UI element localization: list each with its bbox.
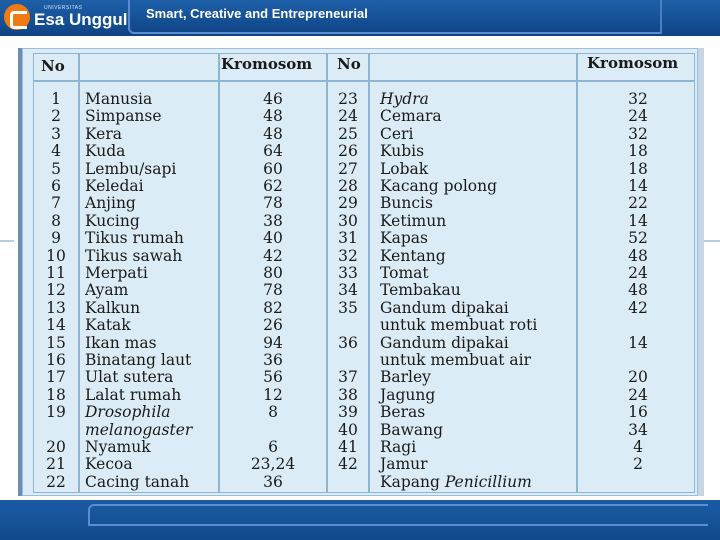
row-organism-right [380,422,443,439]
row-no-left: 3 [51,124,61,143]
row-organism-right-text: Bawang [380,420,444,439]
row-kromosom-left: 60 [263,159,283,178]
row-organism-left: Kuda [85,142,126,161]
row-kromosom-right: 24 [628,385,648,404]
row-kromosom-right: 20 [628,368,648,387]
row-kromosom-left: 64 [263,142,283,161]
row-organism-right-text: Kentang [380,246,446,265]
row-kromosom-right: 18 [628,142,648,161]
row-organism-right-text: Gandum dipakai [380,333,509,352]
row-organism-right-text: Hydra [380,90,429,108]
row-organism-right-text: Jamur [380,455,428,474]
table-row [23,108,699,125]
row-no-left: 14 [46,316,66,335]
row-kromosom-left: 38 [263,211,283,230]
table-row [23,230,699,247]
row-kromosom-right: 48 [628,246,648,265]
row-no-left: 12 [46,281,66,300]
row-kromosom-left: 80 [263,264,283,282]
header-cell-blank-left [79,53,219,81]
row-no-left: 22 [46,472,66,491]
row-organism-right-text: Kacang polong [380,177,498,195]
row-organism-right-text: untuk membuat roti [380,316,538,335]
row-organism-right [380,352,531,369]
table-row [23,213,699,230]
table-row [23,300,699,317]
row-kromosom-left: 56 [263,368,283,387]
row-no-left: 7 [51,194,61,213]
row-organism-right [380,178,497,195]
row-no-left: 19 [46,403,66,422]
row-kromosom-left: 23,24 [250,455,296,474]
row-no-right: 37 [338,368,358,387]
row-no-right: 32 [338,246,358,265]
row-no-left: 11 [46,264,66,282]
row-kromosom-left: 40 [263,229,283,248]
row-organism-right-text: Tomat [380,264,429,282]
row-no-left: 21 [46,455,66,474]
row-organism-left: Ulat sutera [85,368,174,387]
university-logo [4,2,128,32]
row-kromosom-left: 12 [263,385,283,404]
row-organism-right-text: Gandum dipakai [380,298,509,317]
row-organism-left: melanogaster [85,420,193,439]
row-kromosom-right: 14 [628,333,648,352]
row-no-left: 1 [51,90,61,108]
logo-name: Esa Unggul [34,10,128,29]
row-organism-left: Simpanse [85,107,162,126]
row-kromosom-left: 26 [263,316,283,335]
row-organism-right-text: Kapang [380,472,440,491]
row-organism-right-text: Ceri [380,124,414,143]
footer-frame [88,504,708,526]
row-organism-left: Kalkun [85,298,141,317]
row-kromosom-left: 82 [263,298,283,317]
table-row [23,178,699,195]
row-no-left: 2 [51,107,61,126]
row-no-left: 10 [46,246,66,265]
row-no-left: 9 [51,229,61,248]
row-kromosom-right: 16 [628,403,648,422]
table-row [23,317,699,334]
table-row [23,335,699,352]
row-kromosom-left: 62 [263,177,283,195]
row-kromosom-right: 14 [628,177,648,195]
row-kromosom-right: 32 [628,90,648,108]
row-no-right: 30 [338,211,358,230]
row-organism-right [380,369,431,386]
row-organism-left: Binatang laut [85,351,192,369]
row-kromosom-left: 48 [263,107,283,126]
header-kromosom-left: Kromosom [221,55,313,73]
row-no-right: 29 [338,194,358,213]
row-no-left: 16 [46,351,66,369]
row-no-right: 27 [338,159,358,178]
row-organism-left: Tikus sawah [85,246,183,265]
row-organism-right [380,456,428,473]
row-no-right: 41 [338,438,358,456]
row-kromosom-right: 48 [628,281,648,300]
row-no-left: 6 [51,177,61,195]
row-organism-right-text: Barley [380,368,431,387]
row-kromosom-left: 48 [263,124,283,143]
table-row [23,195,699,212]
row-no-right: 23 [338,90,358,108]
row-organism-right-text: Lobak [380,159,429,178]
table-row [23,369,699,386]
row-organism-right-text: Ragi [380,438,417,456]
table-row [23,404,699,421]
row-organism-left: Drosophila [85,403,171,422]
row-no-right: 34 [338,281,358,300]
row-organism-right-text: Cemara [380,107,442,126]
table-row [23,265,699,282]
row-no-left: 5 [51,159,61,178]
row-kromosom-right: 18 [628,159,648,178]
row-organism-right-italic: Penicillium [444,472,532,491]
row-organism-right [380,474,532,491]
row-kromosom-left: 8 [268,403,278,422]
row-kromosom-right: 24 [628,264,648,282]
row-kromosom-left: 46 [263,90,283,108]
row-kromosom-left: 36 [263,472,283,491]
row-kromosom-right: 52 [628,229,648,248]
tagline: Smart, Creative and Entrepreneurial [146,6,368,21]
logo-subtitle: UNIVERSITAS [44,5,83,11]
row-organism-right-text: Beras [380,403,426,422]
row-organism-right-text: Kubis [380,142,425,161]
header-kromosom-right: Kromosom [587,54,679,72]
row-organism-right-text: Buncis [380,194,433,213]
row-no-left: 8 [51,211,61,230]
row-organism-left: Kecoa [85,455,133,474]
row-kromosom-left: 36 [263,351,283,369]
row-no-right: 26 [338,142,358,161]
table-row [23,248,699,265]
table-row [23,474,699,491]
row-organism-left: Anjing [85,194,136,213]
esa-unggul-logo-icon [4,4,30,30]
row-no-right: 25 [338,124,358,143]
row-no-right: 40 [338,420,358,439]
row-organism-right [380,404,425,421]
row-kromosom-right: 22 [628,194,648,213]
row-organism-right [380,265,429,282]
chromosome-table [22,48,698,496]
header-cell-blank-right [369,53,577,81]
row-organism-right [380,317,537,334]
row-organism-right [380,300,509,317]
row-no-right: 28 [338,177,358,195]
row-kromosom-right: 42 [628,298,648,317]
row-no-right: 31 [338,229,358,248]
table-row [23,456,699,473]
row-organism-left: Keledai [85,177,144,195]
row-no-right: 33 [338,264,358,282]
row-no-right: 35 [338,298,358,317]
row-no-right: 39 [338,403,358,422]
row-organism-left: Tikus rumah [85,229,184,248]
row-organism-left: Katak [85,316,131,335]
row-no-left: 17 [46,368,66,387]
row-organism-right-text: Tembakau [380,281,461,300]
row-kromosom-right: 2 [633,455,643,474]
row-organism-right [380,195,433,212]
table-row [23,282,699,299]
row-no-left: 13 [46,298,66,317]
row-organism-right [380,91,429,108]
row-organism-right [380,248,446,265]
row-no-right: 24 [338,107,358,126]
row-organism-right [380,143,424,160]
row-organism-right-text: Kapas [380,229,428,248]
row-kromosom-right: 4 [633,438,643,456]
row-organism-left: Ayam [85,281,129,300]
row-no-left: 18 [46,385,66,404]
header-no-left: No [41,57,65,75]
row-organism-left: Lembu/sapi [85,159,177,178]
table-row [23,422,699,439]
row-organism-right-text: Jagung [380,385,436,404]
table-row [23,352,699,369]
table-row [23,439,699,456]
row-organism-left: Ikan mas [85,333,157,352]
row-organism-right [380,161,428,178]
table-row [23,143,699,160]
row-no-right: 38 [338,385,358,404]
row-no-left: 15 [46,333,66,352]
row-organism-left: Lalat rumah [85,385,182,404]
slide-edge-left [0,240,14,242]
row-organism-right [380,282,461,299]
row-kromosom-right: 24 [628,107,648,126]
table-right-strip [698,48,704,496]
row-kromosom-right: 34 [628,420,648,439]
row-kromosom-left: 78 [263,194,283,213]
row-organism-right [380,439,416,456]
row-kromosom-left: 42 [263,246,283,265]
row-organism-right [380,213,446,230]
row-organism-right [380,108,442,125]
row-organism-left: Kucing [85,211,140,230]
row-kromosom-left: 6 [268,438,278,456]
row-no-left: 20 [46,438,66,456]
row-organism-right [380,230,428,247]
row-organism-left: Cacing tanah [85,472,190,491]
table-row [23,91,699,108]
table-row [23,161,699,178]
slide-edge-right [704,240,720,242]
row-kromosom-left: 94 [263,333,283,352]
row-organism-right [380,387,435,404]
table-row [23,387,699,404]
row-kromosom-right: 14 [628,211,648,230]
header-no-right: No [337,55,361,73]
row-no-right: 42 [338,455,358,474]
row-kromosom-left: 78 [263,281,283,300]
row-organism-right-text: untuk membuat air [380,351,531,369]
row-organism-right [380,126,413,143]
row-organism-right [380,335,509,352]
row-kromosom-right: 32 [628,124,648,143]
row-organism-right-text: Ketimun [380,211,447,230]
row-no-left: 4 [51,142,61,161]
row-organism-left: Nyamuk [85,438,151,456]
row-no-right: 36 [338,333,358,352]
row-organism-left: Kera [85,124,122,143]
row-organism-left: Merpati [85,264,148,282]
table-row [23,126,699,143]
row-organism-left: Manusia [85,90,153,108]
